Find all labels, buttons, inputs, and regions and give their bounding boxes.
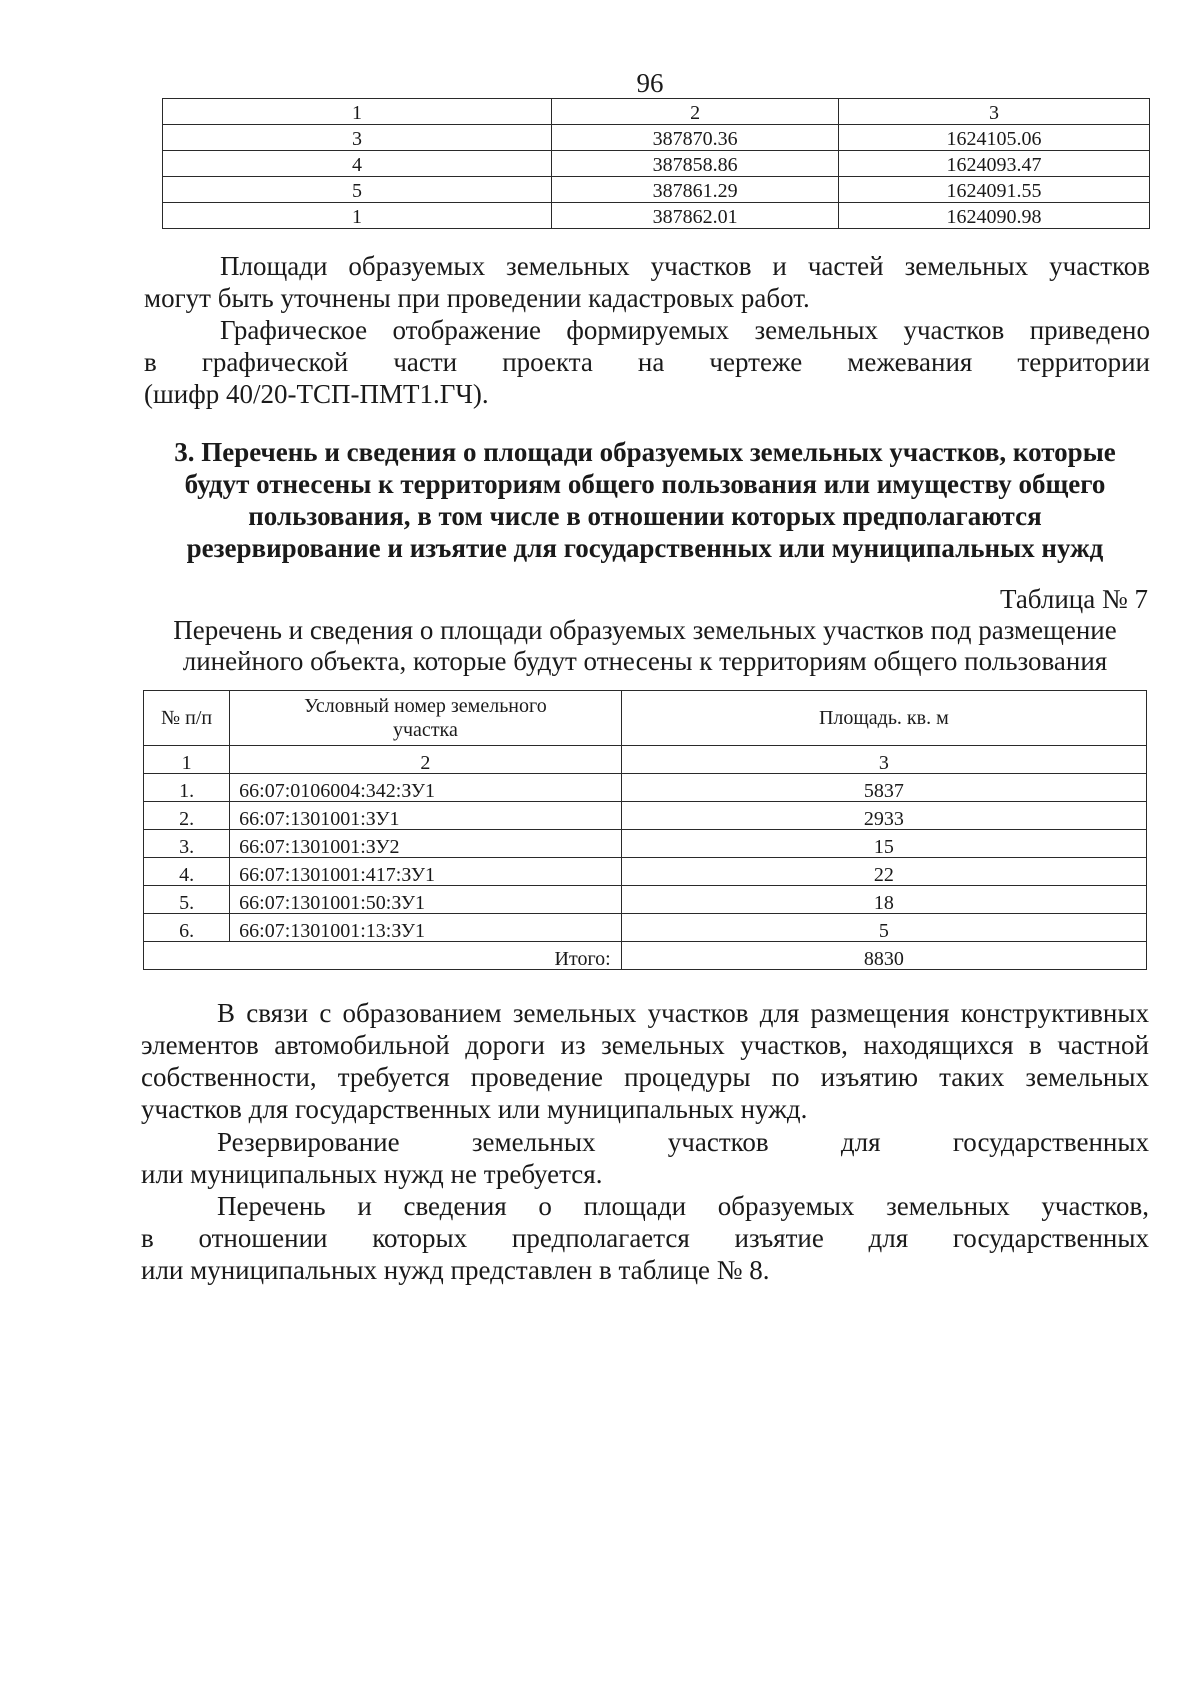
header-line: Условный номер земельного xyxy=(304,695,547,717)
table-cell: 4. xyxy=(144,858,230,886)
table-cell: 22 xyxy=(621,858,1146,886)
table-header-row xyxy=(163,99,1150,125)
table-cell: 6. xyxy=(144,914,230,942)
table-cell: 1 xyxy=(163,203,552,229)
table-row xyxy=(163,203,1150,229)
table-label: Таблица № 7 xyxy=(1000,584,1148,614)
table-cell: 66:07:1301001:ЗУ2 xyxy=(230,830,622,858)
table-cell: 1. xyxy=(144,774,230,802)
column-number-row xyxy=(144,746,1147,774)
table-row xyxy=(144,886,1147,914)
table-row xyxy=(163,177,1150,203)
table-cell: 387870.36 xyxy=(552,125,839,151)
table-cell: 2 xyxy=(552,99,839,125)
table-cell: 387862.01 xyxy=(552,203,839,229)
paragraph-line: В связи с образованием земельных участков для размещения конструктивных xyxy=(217,998,1149,1028)
table-row xyxy=(144,830,1147,858)
total-row xyxy=(144,942,1147,970)
page-number: 96 xyxy=(636,68,664,98)
table-cell: 1624090.98 xyxy=(839,203,1150,229)
table-cell: 5 xyxy=(163,177,552,203)
heading-line: будут отнесены к территориям общего пользования или имуществу общего xyxy=(184,469,1106,499)
table-cell: 1624093.47 xyxy=(839,151,1150,177)
table-cell: 5 xyxy=(621,914,1146,942)
table-row xyxy=(163,151,1150,177)
paragraph-line: элементов автомобильной дороги из земельных участков, находящихся в частной xyxy=(141,1030,1149,1060)
heading-line: пользования, в том числе в отношении которых предполагаются xyxy=(248,501,1042,531)
paragraph-reservation xyxy=(141,1126,1149,1190)
paragraph-line: собственности, требуется проведение процедуры по изъятию таких земельных xyxy=(141,1062,1149,1092)
table-cell: 3 xyxy=(621,746,1146,774)
paragraph-table8-reference xyxy=(141,1190,1149,1286)
table-cell: 66:07:1301001:13:ЗУ1 xyxy=(230,914,622,942)
table-cell: 5837 xyxy=(621,774,1146,802)
header-cell-area: Площадь. кв. м xyxy=(621,691,1146,746)
caption-line: линейного объекта, которые будут отнесены к территориям общего пользования xyxy=(182,646,1108,676)
table-cell: 1 xyxy=(144,746,230,774)
total-label: Итого: xyxy=(144,942,622,970)
table-cell: 3 xyxy=(163,125,552,151)
paragraph-line: в отношении которых предполагается изъятие для государственных xyxy=(141,1223,1149,1253)
table-cell: 387858.86 xyxy=(552,151,839,177)
heading-line: 3. Перечень и сведения о площади образуемых земельных участков, которые xyxy=(174,437,1116,467)
table-row xyxy=(163,125,1150,151)
table-cell: 66:07:1301001:417:ЗУ1 xyxy=(230,858,622,886)
table-row xyxy=(144,914,1147,942)
paragraph-line: Площади образуемых земельных участков и частей земельных участков xyxy=(220,251,1150,281)
coordinates-table xyxy=(162,98,1150,229)
table-cell: 3. xyxy=(144,830,230,858)
table-cell: 2933 xyxy=(621,802,1146,830)
section-heading xyxy=(140,436,1150,564)
paragraph-line: Перечень и сведения о площади образуемых земельных участков, xyxy=(217,1191,1149,1221)
heading-line: резервирование и изъятие для государственных или муниципальных нужд xyxy=(186,533,1104,563)
paragraph-line: могут быть уточнены при проведении кадастровых работ. xyxy=(144,283,810,313)
table-row xyxy=(144,802,1147,830)
table-cell: 2. xyxy=(144,802,230,830)
land-plots-table xyxy=(143,690,1147,970)
table-cell: 66:07:1301001:50:ЗУ1 xyxy=(230,886,622,914)
table-cell: 1624105.06 xyxy=(839,125,1150,151)
paragraph-line: (шифр 40/20-ТСП-ПМТ1.ГЧ). xyxy=(144,379,489,409)
paragraph-line: Резервирование земельных участков для государственных xyxy=(217,1127,1149,1157)
table-cell: 2 xyxy=(230,746,622,774)
table-cell: 66:07:1301001:ЗУ1 xyxy=(230,802,622,830)
table-cell: 387861.29 xyxy=(552,177,839,203)
caption-line: Перечень и сведения о площади образуемых земельных участков под размещение xyxy=(173,615,1117,645)
table-cell: 1 xyxy=(163,99,552,125)
table-cell: 4 xyxy=(163,151,552,177)
paragraph-area-refinement xyxy=(144,250,1150,314)
table-row xyxy=(144,858,1147,886)
header-cell-cadastral xyxy=(230,691,622,746)
paragraph-graphic-display xyxy=(144,314,1150,410)
paragraph-seizure-reason xyxy=(141,997,1149,1125)
header-line: участка xyxy=(393,719,458,741)
table-cell: 5. xyxy=(144,886,230,914)
paragraph-line: участков для государственных или муниципальных нужд. xyxy=(141,1094,808,1124)
table-cell: 1624091.55 xyxy=(839,177,1150,203)
table-caption xyxy=(140,615,1150,677)
total-value: 8830 xyxy=(621,942,1146,970)
paragraph-line: или муниципальных нужд представлен в таблице № 8. xyxy=(141,1255,770,1285)
table-cell: 66:07:0106004:342:ЗУ1 xyxy=(230,774,622,802)
paragraph-line: в графической части проекта на чертеже межевания территории xyxy=(144,347,1150,377)
table-cell: 18 xyxy=(621,886,1146,914)
table-header-row xyxy=(144,691,1147,746)
paragraph-line: Графическое отображение формируемых земельных участков приведено xyxy=(220,315,1150,345)
paragraph-line: или муниципальных нужд не требуется. xyxy=(141,1159,603,1189)
table-row xyxy=(144,774,1147,802)
header-cell-number: № п/п xyxy=(144,691,230,746)
table-cell: 3 xyxy=(839,99,1150,125)
table-cell: 15 xyxy=(621,830,1146,858)
